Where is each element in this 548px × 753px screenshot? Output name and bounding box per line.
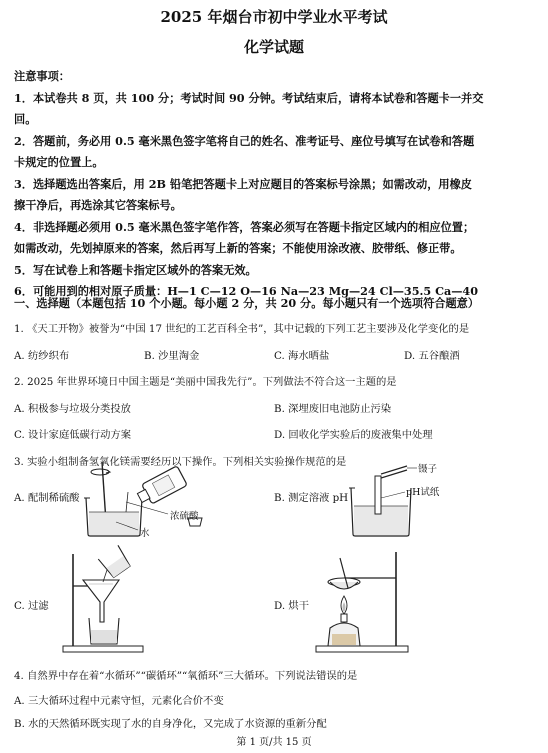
question-3-option-a: A. 配制稀硫酸 — [14, 492, 80, 504]
notes-line: 擦干净后，再选涂其它答案标号。 — [14, 198, 182, 212]
question-4-option-b: B. 水的天然循环既实现了水的自身净化，又完成了水资源的重新分配 — [14, 718, 327, 730]
question-2-option-a: A. 积极参与垃圾分类投放 — [14, 403, 131, 415]
label-concentrated-acid: 浓硫酸 — [170, 511, 199, 522]
question-2-option-b: B. 深埋废旧电池防止污染 — [274, 403, 392, 415]
notes-line: 2．答题前，务必用 0.5 毫米黑色签字笔将自己的姓名、准考证号、座位号填写在试卷和答题 — [14, 133, 475, 148]
drying-illustration — [310, 548, 420, 656]
notes-heading: 注意事项： — [14, 69, 70, 83]
exam-title: 2025 年烟台市初中学业水平考试 — [160, 8, 388, 26]
question-3-stem: 3. 实验小组制备氢氧化镁需要经历以下操作。下列相关实验操作规范的是 — [14, 456, 347, 468]
notes-line: 3．选择题选出答案后，用 2B 铅笔把答题卡上对应题目的答案标号涂黑；如需改动，用橡皮 — [14, 176, 472, 191]
notes-line: 如需改动，先划掉原来的答案，然后再写上新的答案；不能使用涂改液、胶带纸、修正带。 — [14, 241, 462, 255]
filtration-illustration — [55, 548, 165, 656]
question-4-stem: 4. 自然界中存在着“水循环”“碳循环”“氧循环”三大循环。下列说法错误的是 — [14, 670, 358, 682]
question-1-option-d: D. 五谷酿酒 — [404, 350, 460, 362]
question-3-option-c: C. 过滤 — [14, 600, 49, 612]
question-3-option-d: D. 烘干 — [274, 600, 310, 612]
question-2-option-c: C. 设计家庭低碳行动方案 — [14, 429, 132, 441]
question-1-option-c: C. 海水晒盐 — [274, 350, 330, 362]
question-2-option-d: D. 回收化学实验后的废液集中处理 — [274, 429, 433, 441]
page-footer: 第 1 页/共 15 页 — [236, 737, 312, 748]
section-heading: 一、选择题（本题包括 10 个小题。每小题 2 分，共 20 分。每小题只有一个选项符合题意） — [14, 296, 480, 310]
notes-block — [14, 66, 536, 303]
notes-line: 4．非选择题必须用 0.5 毫米黑色签字笔作答，答案必须写在答题卡指定区域内的相应位置； — [14, 219, 475, 234]
question-1-option-b: B. 沙里淘金 — [144, 350, 200, 362]
question-4-option-a: A. 三大循环过程中元素守恒，元素化合价不变 — [14, 695, 224, 707]
ph-test-illustration — [345, 462, 455, 542]
question-2-stem: 2. 2025 年世界环境日中国主题是“美丽中国我先行”。下列做法不符合这一主题的是 — [14, 376, 397, 388]
label-tweezers: 镊子 — [418, 464, 438, 475]
notes-line: 6．可能用到的相对原子质量：H—1 C—12 O—16 Na—23 Mg—24 Cl—35.5 Ca—40 — [14, 284, 478, 298]
exam-subtitle: 化学试题 — [243, 38, 304, 56]
label-water: 水 — [140, 528, 150, 539]
notes-line: 1．本试卷共 8 页，共 100 分；考试时间 90 分钟。考试结束后，请将本试卷和答题卡一并交 — [14, 90, 484, 105]
question-3-option-b: B. 测定溶液 pH — [274, 492, 349, 504]
label-ph-paper: pH试纸 — [406, 487, 440, 498]
notes-line: 卡规定的位置上。 — [14, 155, 104, 169]
notes-line: 回。 — [14, 112, 37, 126]
question-1-option-a: A. 纺纱织布 — [14, 350, 70, 362]
notes-line: 5．写在试卷上和答题卡指定区域外的答案无效。 — [14, 262, 257, 277]
question-1-stem: 1. 《天工开物》被誉为“中国 17 世纪的工艺百科全书”，其中记载的下列工艺主要涉及化学变化的是 — [14, 323, 470, 335]
